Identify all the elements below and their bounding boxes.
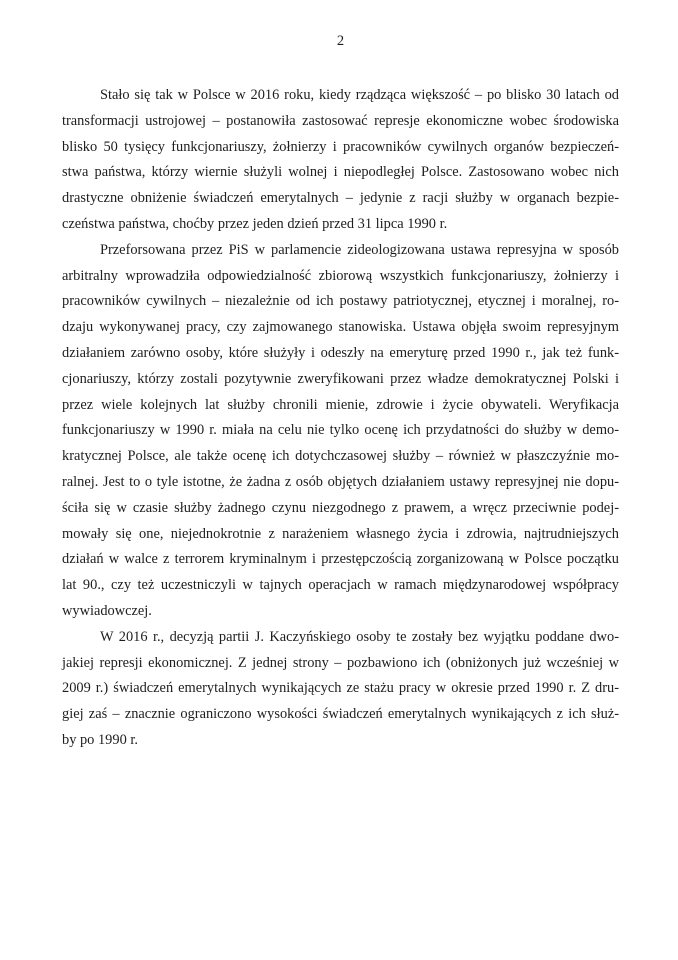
- text-line: działaniem zarówno osoby, które służyły i odeszły na emeryturę przed 1990 r., jak też funk-: [62, 344, 619, 361]
- text-line: lat 90., czy też uczestniczyli w tajnych operacjach w ramach międzynarodowej współpracy: [62, 577, 619, 594]
- text-line: kratycznej Polsce, ale także ocenę ich dotychczasowej służby – również w płaszczyźnie mo-: [62, 448, 619, 465]
- text-line: funkcjonariuszy w 1990 r. miała na celu nie tylko ocenę ich przydatności do służby w demo-: [62, 422, 619, 439]
- text-line: dzaju wykonywanej pracy, czy zajmowanego stanowiska. Ustawa objęła swoim represyjnym: [62, 319, 619, 336]
- text-line: arbitralny wprowadziła odpowiedzialność zbiorową wszystkich funkcjonariuszy, żołnierzy i: [62, 267, 619, 284]
- text-line: jakiej represji ekonomicznej. Z jednej strony – pozbawiono ich (obniżonych już wcześniej w: [62, 654, 619, 671]
- text-line: działań w walce z terrorem kryminalnym i przestępczością zorganizowaną w Polsce początku: [62, 551, 619, 568]
- text-line: transformacji ustrojowej – postanowiła zastosować represje ekonomiczne wobec środowiska: [62, 112, 619, 129]
- text-line: ralnej. Jest to o tyle istotne, że żadna z osób objętych działaniem ustawy represyjnej nie dopu-: [62, 473, 619, 490]
- text-line: czeństwa państwa, choćby przez jeden dzień przed 31 lipca 1990 r.: [62, 215, 448, 232]
- page-number: 2: [336, 33, 345, 49]
- text-line: ściła się w czasie służby żadnego czynu niezgodnego z prawem, a wręcz przeciwnie podej-: [62, 499, 619, 516]
- text-line: 2009 r.) świadczeń emerytalnych wynikających ze stażu pracy w okresie przed 1990 r. Z dru-: [62, 680, 619, 697]
- paragraph: [62, 83, 619, 238]
- text-line: cjonariuszy, którzy zostali pozytywnie zweryfikowani przez władze demokratycznej Polski i: [62, 370, 619, 387]
- paragraph: [62, 625, 619, 754]
- text-line: by po 1990 r.: [62, 731, 138, 748]
- paragraph: [62, 238, 619, 625]
- text-line: stwa państwa, którzy wiernie służyli wolnej i niepodległej Polsce. Zastosowano wobec nich: [62, 164, 619, 181]
- text-line: blisko 50 tysięcy funkcjonariuszy, żołnierzy i pracowników cywilnych organów bezpieczeń-: [62, 138, 619, 155]
- text-line: W 2016 r., decyzją partii J. Kaczyńskiego osoby te zostały bez wyjątku poddane dwo-: [100, 628, 619, 645]
- text-line: Przeforsowana przez PiS w parlamencie zideologizowana ustawa represyjna w sposób: [100, 241, 619, 258]
- text-line: drastyczne obniżenie świadczeń emerytalnych – jedynie z racji służby w organach bezpie-: [62, 190, 619, 207]
- text-line: giej zaś – znacznie ograniczono wysokości świadczeń emerytalnych wynikających z ich służ-: [62, 706, 619, 723]
- text-line: mowały się one, niejednokrotnie z narażeniem własnego życia i zdrowia, najtrudniejszych: [62, 525, 619, 542]
- text-line: przez wiele kolejnych lat służby chronili mienie, zdrowie i życie obywateli. Weryfikacja: [62, 396, 619, 413]
- text-line: Stało się tak w Polsce w 2016 roku, kiedy rządząca większość – po blisko 30 latach od: [100, 87, 619, 103]
- text-line: wywiadowczej.: [62, 602, 152, 619]
- text-line: pracowników cywilnych – niezależnie od ich postawy patriotycznej, etycznej i moralnej, ro-: [62, 293, 619, 310]
